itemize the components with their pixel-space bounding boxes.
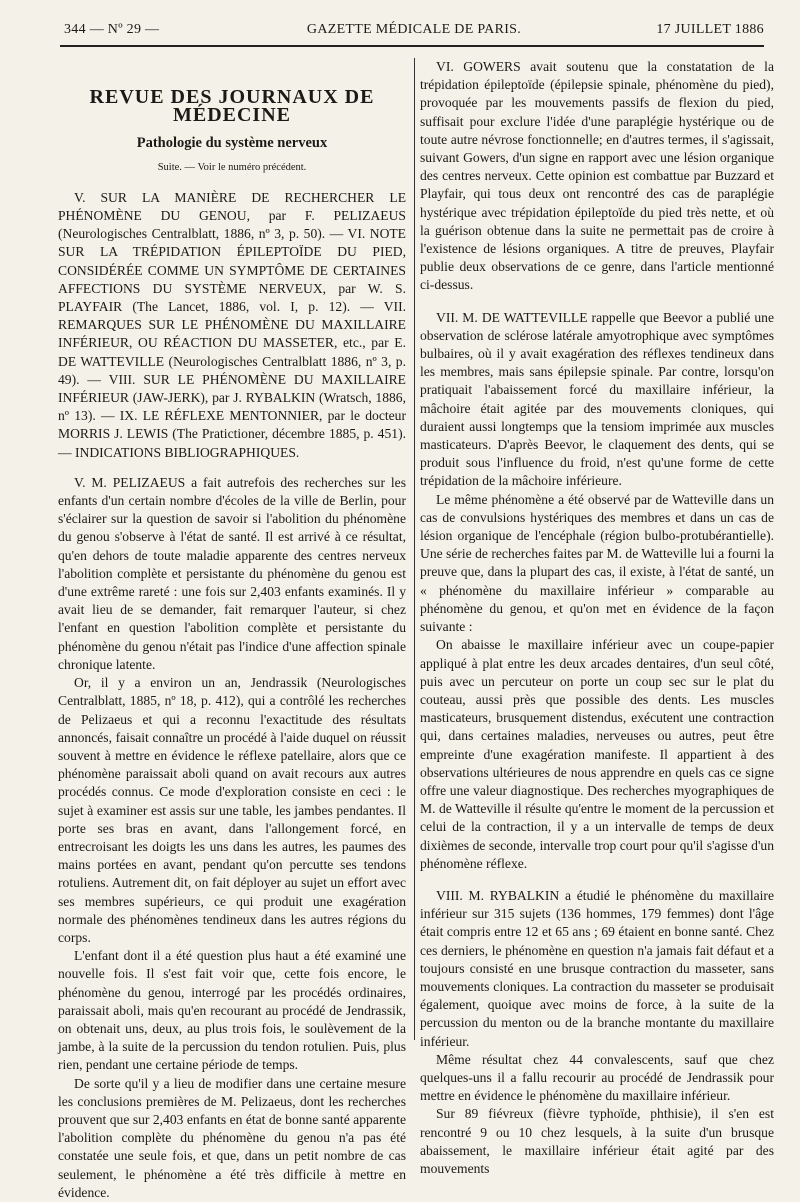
journal-name: GAZETTE MÉDICALE DE PARIS.	[306, 22, 522, 37]
paragraph: L'enfant dont il a été question plus haut a été examiné une nouvelle fois. Il s'est fait voir que, cette fois encore, le phénomène du genou, interrogé par les procédés ordinaires, paraissait aboli, mais qu'en recourant au procédé de Jendrassik, on obtenait uns, deux, au plus trois fois, le soulèvement de la jambe, à la suite de la percussion du tendon rotulien. Puis, plus rien, pendant une certaine période de temps.	[58, 948, 406, 1073]
paragraph: V. M. PELIZAEUS a fait autrefois des recherches sur les enfants d'un certain nombre d'écoles de la ville de Berlin, pour s'éclairer sur la question de savoir si l'abolition du phénomène du genou s'observe à l'état de santé. Il est arrivé à ce résultat, qu'en dehors de toute maladie apparente des centres nerveux l'abolition complète et persistante du phénomène du genou est d'une extrême rareté : une fois sur 2,403 enfants examinés. Il y avait lieu de se demander, fait remarquer l'auteur, si chez l'enfant en question l'abolition complète et persistante du phénomène du genou n'était pas l'indice d'une affection spinale chronique latente.	[58, 474, 406, 672]
continuation-note: Suite. — Voir le numéro précédent.	[157, 161, 307, 173]
section-title: REVUE DES JOURNAUX DE MÉDECINE	[89, 86, 375, 127]
paragraph: VII. M. DE WATTEVILLE rappelle que Beevor a publié une observation de sclérose latérale amyotrophique avec symptômes bulbaires, où il y avait exagération des réflexes tendineux dans les membres, mais sans épilepsie spinale. Par contre, lorsqu'on pratiquait l'abaissement forcé du maxillaire inférieur, la mâchoire était agitée par des mouvements cloniques, qui duraient aussi longtemps que la tensiom imprimée aux muscles masticateurs. D'après Beevor, le claquement des dents, qui se produit sous l'influence du froid, n'est qu'une forme de cette trépidation de la mâchoire inférieure.	[420, 309, 774, 489]
running-header	[64, 22, 764, 44]
paragraph: VI. GOWERS avait soutenu que la constatation de la trépidation épileptoïde (épilepsie spinale, phénomène du pied), provoquée par les mouvements passifs de flexion du pied, suffisait pour exclure l'idée d'une paraplégie hystérique ou de toute autre névrose fonctionnelle; en d'autres termes, il s'agissait, suivant Gowers, d'un signe en rapport avec une lésion organique des centres nerveux. Cette opinion est combattue par Buzzard et Playfair, qui tous deux ont rencontré des cas de paraplégie hystérique avec trépidation épileptoïde du pied très nette, et où la guérison obtenue dans la suite ne permettait pas de croire à l'existence de lésions organiques. A titre de preuves, Playfair publie deux observations de ce genre, dans l'article mentionné ci-dessus.	[420, 59, 774, 293]
paragraph: De sorte qu'il y a lieu de modifier dans une certaine mesure les conclusions premières de M. Pelizaeus, dont les recherches prouvent que sur 2,403 enfants en état de bonne santé apparente l'abolition complète du phénomène du genou n'a pas été constatée une seule fois, et que, dans un petit nombre de cas seulement, le phénomène a été très difficile à mettre en évidence.	[58, 1075, 406, 1200]
right-column	[420, 58, 774, 1178]
paragraph: On abaisse le maxillaire inférieur avec un coupe-papier appliqué à plat entre les deux arcades dentaires, d'un seul côté, puis avec un percuteur on porte un coup sec sur le plat du couteau, aussi près que possible des dents. Les muscles masticateurs, brusquement distendus, exécutent une contraction qui, dans certaines maladies, nerveuses ou autres, peut être empreinte d'une exagération manifeste. Il appartient à des observations ultérieures de nous apprendre en quels cas ce signe offre une valeur diagnostique. Des recherches myographiques de M. de Watteville il résulte qu'entre le moment de la percussion et celui de la contraction, il y a un intervalle de temps de deux dixièmes de seconde, intervalle trop court pour qu'il s'agisse d'un phénomène réflexe.	[420, 637, 774, 871]
paragraph: Sur 89 fiévreux (fièvre typhoïde, phthisie), il s'en est rencontré 9 ou 10 chez lesquels, à la suite d'un brusque abaissement, le maxillaire inférieur était agité par des mouvements	[420, 1106, 774, 1176]
paragraph: Même résultat chez 44 convalescents, sauf que chez quelques-uns il a fallu recourir au procédé de Jendrassik pour mettre en évidence le phénomène du maxillaire inférieur.	[420, 1051, 774, 1104]
summary-paragraph: V. SUR LA MANIÈRE DE RECHERCHER LE PHÉNOMÈNE DU GENOU, par F. PELIZAEUS (Neurologisches Centralblatt, 1886, nº 3, p. 50). — VI. NOTE SUR LA TRÉPIDATION ÉPILEPTOÏDE DU PIED, CONSIDÉRÉE COMME UN SYMPTÔME DE CERTAINES AFFECTIONS DU SYSTÈME NERVEUX, par W. S. PLAYFAIR (The Lancet, 1886, vol. I, p. 12). — VII. REMARQUES SUR LE PHÉNOMÈNE DU MAXILLAIRE INFÉRIEUR, OU RÉACTION DU MASSETER, etc., par E. DE WATTEVILLE (Neurologisches Centralblatt 1886, nº 3, p. 49). — VIII. SUR LE PHÉNOMÈNE DU MAXILLAIRE INFÉRIEUR (JAW-JERK), par J. RYBALKIN (Wratsch, 1886, nº 13). — IX. LE RÉFLEXE MENTONNIER, par le docteur MORRIS J. LEWIS (The Pratictioner, décembre 1885, p. 451). — INDICATIONS BIBLIOGRAPHIQUES.	[58, 189, 406, 460]
issue-date: 17 JUILLET 1886	[656, 22, 764, 37]
paragraph: Le même phénomène a été observé par de Watteville dans un cas de convulsions hystériques des membres et dans un cas de lésion organique de l'encéphale (région bulbo-protubérantielle). Une série de recherches faites par M. de Watteville lui a fourni la preuve que, dans la plupart des cas, il existe, à l'état de santé, un « phénomène du maxillaire inférieur » comparable au phénomène du genou, et qu'on met en évidence de la façon suivante :	[420, 491, 774, 635]
left-column	[58, 58, 406, 1202]
header-rule	[60, 45, 764, 47]
paragraph: Or, il y a environ un an, Jendrassik (Neurologisches Centralblatt, 1885, nº 18, p. 412), qui a contrôlé les recherches de Pelizaeus et qui a reconnu l'exactitude des résultats annoncés, faisait connaître un procédé à l'aide duquel on réussit souvent à mettre en évidence le réflexe patellaire, alors que ce phénomène paraissait aboli quand on avait recours aux autres procédés connus. Ce mode d'exploration consiste en ceci : le sujet à examiner est assis sur une table, les jambes pendantes. Il porte ses bras en avant, dans l'allongement forcé, en entrecroisant les doigts les uns dans les autres, les paumes des mains portées en avant, pendant qu'on percutte ses tendons rotuliens. Autrement dit, on fait déployer au sujet un effort avec ses membres supérieurs, ce qui produit une exagération normale des phénomènes tendineux dans les autres régions du corps.	[58, 675, 406, 945]
page-number: 344 — Nº 29 —	[64, 22, 160, 37]
paragraph: VIII. M. RYBALKIN a étudié le phénomène du maxillaire inférieur sur 315 sujets (136 hommes, 179 femmes) dont l'âge était compris entre 12 et 65 ans ; 69 étaient en bonne santé. Chez ces derniers, le phénomène en question n'a jamais fait défaut et a toujours consisté en une brusque contraction du masseter, sans mouvements cloniques. La contraction du masseter se produisait également, quoique avec moins de force, à la suite de la percussion du menton ou de la branche montante du maxillaire inférieur.	[420, 887, 774, 1049]
column-rule	[414, 58, 415, 1040]
section-subtitle: Pathologie du système nerveux	[136, 135, 328, 152]
